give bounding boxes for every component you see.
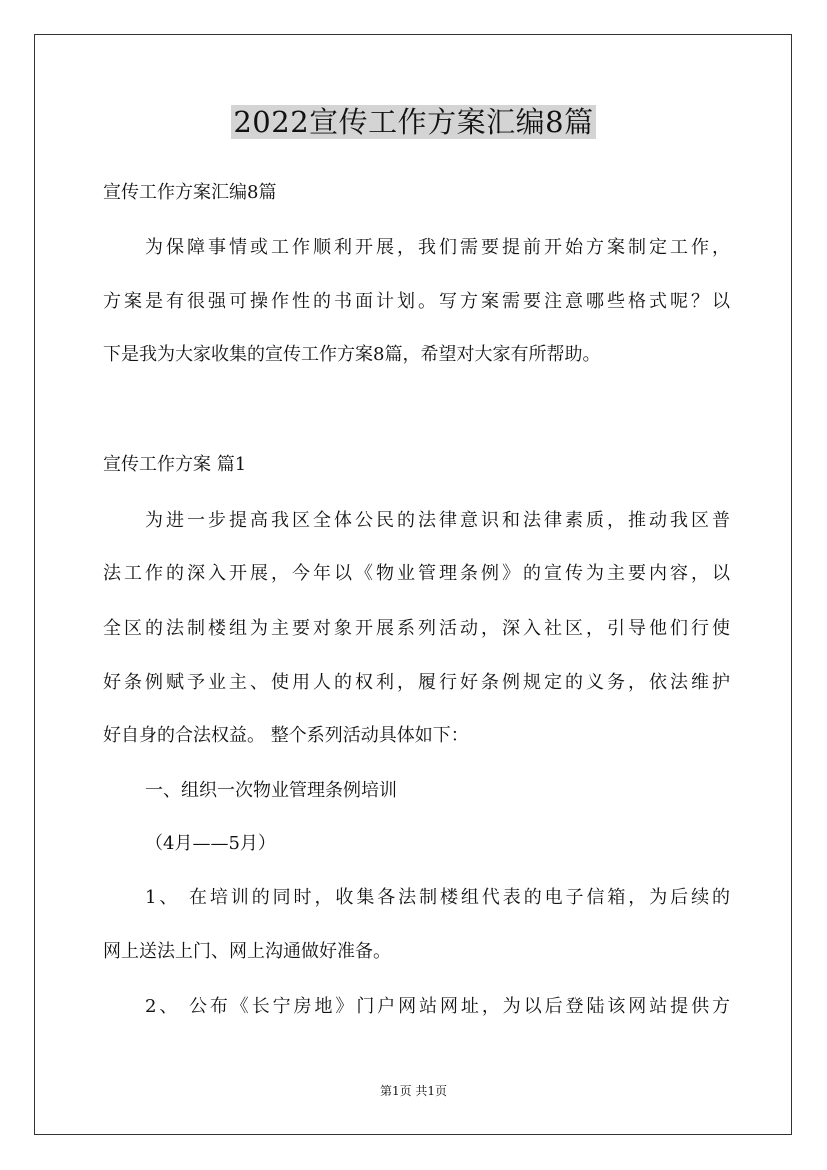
page-number-label: 第1页 共1页 (379, 1084, 448, 1098)
document-title-text: 2022宣传工作方案汇编8篇 (233, 105, 594, 139)
point-1-line-2: 网上送法上门、网上沟通做好准备。 (103, 941, 391, 962)
section-line-5: 好自身的合法权益。 整个系列活动具体如下： (103, 725, 469, 746)
item-heading: 一、组织一次物业管理条例培训 (145, 780, 397, 801)
item-period: （4月——5月） (145, 833, 276, 854)
intro-line-3: 下是我为大家收集的宣传工作方案8篇，希望对大家有所帮助。 (103, 344, 601, 365)
document-subtitle: 宣传工作方案汇编8篇 (103, 182, 277, 203)
page-footer (0, 1083, 827, 1099)
document-title (0, 100, 827, 144)
section-line-2: 法工作的深入开展，今年以《物业管理条例》的宣传为主要内容，以 (103, 563, 730, 584)
intro-line-1: 为保障事情或工作顺利开展，我们需要提前开始方案制定工作， (145, 237, 730, 258)
section-line-3: 全区的法制楼组为主要对象开展系列活动，深入社区，引导他们行使 (103, 618, 730, 639)
section-line-1: 为进一步提高我区全体公民的法律意识和法律素质，推动我区普 (145, 510, 730, 531)
section-line-4: 好条例赋予业主、使用人的权利，履行好条例规定的义务，依法维护 (103, 672, 730, 693)
point-2-line-1: 2、 公布《长宁房地》门户网站网址，为以后登陆该网站提供方 (145, 996, 730, 1017)
point-1-line-1: 1、 在培训的同时，收集各法制楼组代表的电子信箱，为后续的 (145, 887, 730, 908)
intro-line-2: 方案是有很强可操作性的书面计划。写方案需要注意哪些格式呢？以 (103, 291, 730, 312)
section-heading: 宣传工作方案 篇1 (103, 454, 247, 475)
